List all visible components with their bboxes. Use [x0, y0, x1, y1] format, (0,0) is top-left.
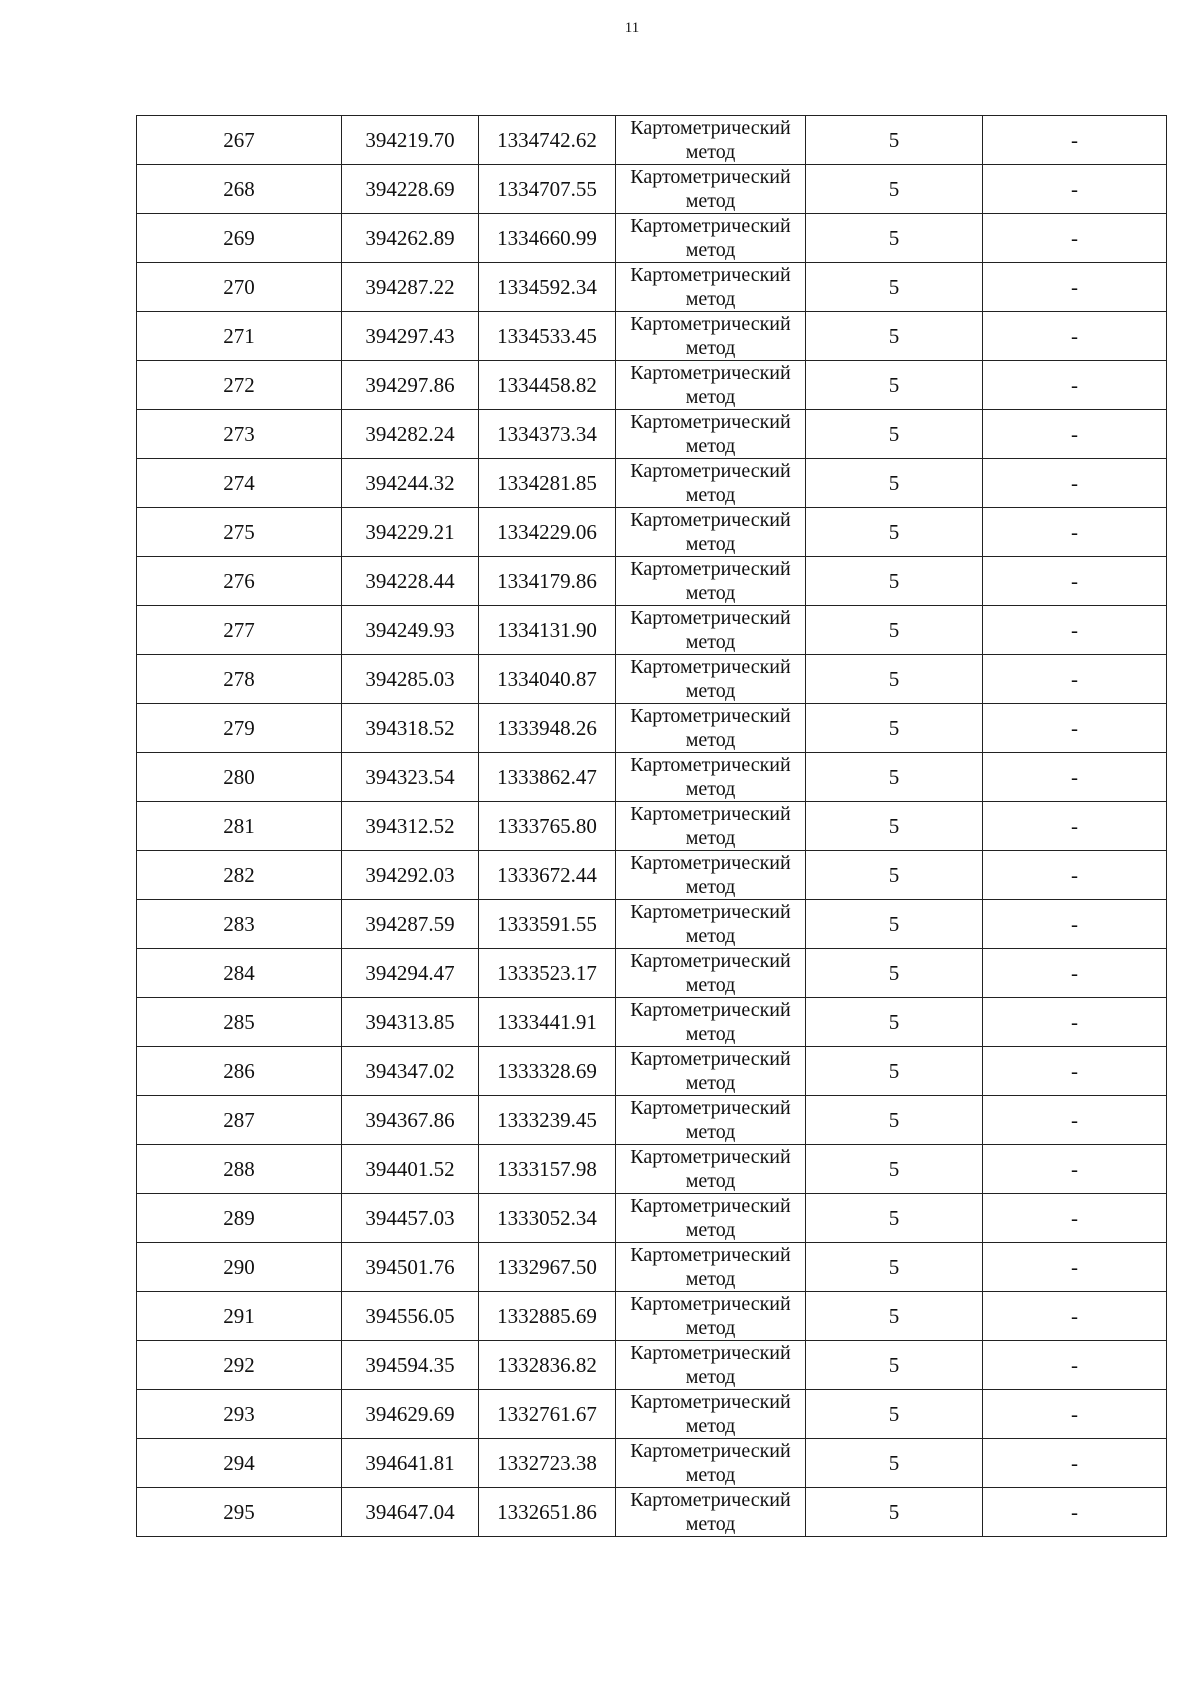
accuracy-cell: 5 — [806, 655, 983, 704]
y-coordinate-cell: 1333948.26 — [479, 704, 616, 753]
table-row — [137, 655, 1167, 704]
point-number-cell: 281 — [137, 802, 342, 851]
point-number-cell: 294 — [137, 1439, 342, 1488]
coordinates-table — [136, 115, 1167, 1537]
note-cell: - — [983, 410, 1167, 459]
note-cell: - — [983, 116, 1167, 165]
table-row — [137, 459, 1167, 508]
point-number-cell: 279 — [137, 704, 342, 753]
y-coordinate-cell: 1332836.82 — [479, 1341, 616, 1390]
note-cell: - — [983, 1047, 1167, 1096]
y-coordinate-cell: 1333328.69 — [479, 1047, 616, 1096]
method-cell: Картометрический метод — [616, 1194, 806, 1243]
point-number-cell: 277 — [137, 606, 342, 655]
y-coordinate-cell: 1332885.69 — [479, 1292, 616, 1341]
method-cell: Картометрический метод — [616, 1145, 806, 1194]
accuracy-cell: 5 — [806, 1047, 983, 1096]
y-coordinate-cell: 1332967.50 — [479, 1243, 616, 1292]
method-cell: Картометрический метод — [616, 459, 806, 508]
method-cell: Картометрический метод — [616, 900, 806, 949]
method-cell: Картометрический метод — [616, 851, 806, 900]
point-number-cell: 290 — [137, 1243, 342, 1292]
point-number-cell: 268 — [137, 165, 342, 214]
x-coordinate-cell: 394297.86 — [342, 361, 479, 410]
x-coordinate-cell: 394501.76 — [342, 1243, 479, 1292]
x-coordinate-cell: 394287.22 — [342, 263, 479, 312]
y-coordinate-cell: 1334533.45 — [479, 312, 616, 361]
accuracy-cell: 5 — [806, 704, 983, 753]
accuracy-cell: 5 — [806, 1341, 983, 1390]
y-coordinate-cell: 1334458.82 — [479, 361, 616, 410]
note-cell: - — [983, 1145, 1167, 1194]
table-row — [137, 116, 1167, 165]
point-number-cell: 282 — [137, 851, 342, 900]
note-cell: - — [983, 606, 1167, 655]
accuracy-cell: 5 — [806, 116, 983, 165]
accuracy-cell: 5 — [806, 1488, 983, 1537]
y-coordinate-cell: 1334281.85 — [479, 459, 616, 508]
accuracy-cell: 5 — [806, 1292, 983, 1341]
point-number-cell: 269 — [137, 214, 342, 263]
x-coordinate-cell: 394228.44 — [342, 557, 479, 606]
y-coordinate-cell: 1334660.99 — [479, 214, 616, 263]
method-cell: Картометрический метод — [616, 802, 806, 851]
accuracy-cell: 5 — [806, 508, 983, 557]
method-cell: Картометрический метод — [616, 1390, 806, 1439]
note-cell: - — [983, 851, 1167, 900]
method-cell: Картометрический метод — [616, 165, 806, 214]
point-number-cell: 291 — [137, 1292, 342, 1341]
note-cell: - — [983, 361, 1167, 410]
note-cell: - — [983, 214, 1167, 263]
x-coordinate-cell: 394313.85 — [342, 998, 479, 1047]
table-row — [137, 410, 1167, 459]
y-coordinate-cell: 1333765.80 — [479, 802, 616, 851]
y-coordinate-cell: 1332723.38 — [479, 1439, 616, 1488]
table-row — [137, 1047, 1167, 1096]
point-number-cell: 272 — [137, 361, 342, 410]
note-cell: - — [983, 263, 1167, 312]
point-number-cell: 275 — [137, 508, 342, 557]
method-cell: Картометрический метод — [616, 116, 806, 165]
point-number-cell: 284 — [137, 949, 342, 998]
table-row — [137, 949, 1167, 998]
y-coordinate-cell: 1334179.86 — [479, 557, 616, 606]
table-row — [137, 753, 1167, 802]
accuracy-cell: 5 — [806, 410, 983, 459]
method-cell: Картометрический метод — [616, 1439, 806, 1488]
note-cell: - — [983, 704, 1167, 753]
x-coordinate-cell: 394292.03 — [342, 851, 479, 900]
method-cell: Картометрический метод — [616, 949, 806, 998]
table-row — [137, 802, 1167, 851]
point-number-cell: 286 — [137, 1047, 342, 1096]
y-coordinate-cell: 1333441.91 — [479, 998, 616, 1047]
x-coordinate-cell: 394647.04 — [342, 1488, 479, 1537]
table-row — [137, 1096, 1167, 1145]
y-coordinate-cell: 1334742.62 — [479, 116, 616, 165]
table-row — [137, 1194, 1167, 1243]
point-number-cell: 283 — [137, 900, 342, 949]
y-coordinate-cell: 1334707.55 — [479, 165, 616, 214]
x-coordinate-cell: 394297.43 — [342, 312, 479, 361]
y-coordinate-cell: 1333591.55 — [479, 900, 616, 949]
y-coordinate-cell: 1333239.45 — [479, 1096, 616, 1145]
accuracy-cell: 5 — [806, 459, 983, 508]
method-cell: Картометрический метод — [616, 214, 806, 263]
accuracy-cell: 5 — [806, 753, 983, 802]
point-number-cell: 288 — [137, 1145, 342, 1194]
note-cell: - — [983, 1194, 1167, 1243]
y-coordinate-cell: 1333052.34 — [479, 1194, 616, 1243]
method-cell: Картометрический метод — [616, 410, 806, 459]
y-coordinate-cell: 1332761.67 — [479, 1390, 616, 1439]
coordinates-table-body — [137, 116, 1167, 1537]
accuracy-cell: 5 — [806, 263, 983, 312]
note-cell: - — [983, 949, 1167, 998]
accuracy-cell: 5 — [806, 1439, 983, 1488]
x-coordinate-cell: 394287.59 — [342, 900, 479, 949]
x-coordinate-cell: 394318.52 — [342, 704, 479, 753]
point-number-cell: 292 — [137, 1341, 342, 1390]
x-coordinate-cell: 394262.89 — [342, 214, 479, 263]
accuracy-cell: 5 — [806, 214, 983, 263]
note-cell: - — [983, 1243, 1167, 1292]
accuracy-cell: 5 — [806, 1096, 983, 1145]
accuracy-cell: 5 — [806, 998, 983, 1047]
x-coordinate-cell: 394457.03 — [342, 1194, 479, 1243]
y-coordinate-cell: 1332651.86 — [479, 1488, 616, 1537]
x-coordinate-cell: 394323.54 — [342, 753, 479, 802]
table-row — [137, 557, 1167, 606]
x-coordinate-cell: 394229.21 — [342, 508, 479, 557]
method-cell: Картометрический метод — [616, 312, 806, 361]
table-row — [137, 1390, 1167, 1439]
note-cell: - — [983, 1341, 1167, 1390]
note-cell: - — [983, 1439, 1167, 1488]
point-number-cell: 289 — [137, 1194, 342, 1243]
x-coordinate-cell: 394219.70 — [342, 116, 479, 165]
table-row — [137, 606, 1167, 655]
method-cell: Картометрический метод — [616, 655, 806, 704]
note-cell: - — [983, 655, 1167, 704]
accuracy-cell: 5 — [806, 361, 983, 410]
y-coordinate-cell: 1334040.87 — [479, 655, 616, 704]
table-row — [137, 704, 1167, 753]
page-number: 11 — [624, 20, 640, 36]
y-coordinate-cell: 1334229.06 — [479, 508, 616, 557]
accuracy-cell: 5 — [806, 851, 983, 900]
table-row — [137, 312, 1167, 361]
table-row — [137, 1292, 1167, 1341]
table-row — [137, 214, 1167, 263]
x-coordinate-cell: 394282.24 — [342, 410, 479, 459]
point-number-cell: 278 — [137, 655, 342, 704]
x-coordinate-cell: 394641.81 — [342, 1439, 479, 1488]
note-cell: - — [983, 165, 1167, 214]
x-coordinate-cell: 394249.93 — [342, 606, 479, 655]
point-number-cell: 271 — [137, 312, 342, 361]
table-row — [137, 1145, 1167, 1194]
accuracy-cell: 5 — [806, 165, 983, 214]
method-cell: Картометрический метод — [616, 1341, 806, 1390]
accuracy-cell: 5 — [806, 1194, 983, 1243]
method-cell: Картометрический метод — [616, 998, 806, 1047]
table-row — [137, 165, 1167, 214]
method-cell: Картометрический метод — [616, 704, 806, 753]
note-cell: - — [983, 508, 1167, 557]
table-row — [137, 263, 1167, 312]
method-cell: Картометрический метод — [616, 1292, 806, 1341]
point-number-cell: 274 — [137, 459, 342, 508]
table-row — [137, 998, 1167, 1047]
table-row — [137, 508, 1167, 557]
table-row — [137, 1341, 1167, 1390]
method-cell: Картометрический метод — [616, 1096, 806, 1145]
note-cell: - — [983, 1488, 1167, 1537]
point-number-cell: 270 — [137, 263, 342, 312]
method-cell: Картометрический метод — [616, 1047, 806, 1096]
method-cell: Картометрический метод — [616, 606, 806, 655]
point-number-cell: 280 — [137, 753, 342, 802]
y-coordinate-cell: 1333672.44 — [479, 851, 616, 900]
point-number-cell: 267 — [137, 116, 342, 165]
note-cell: - — [983, 802, 1167, 851]
note-cell: - — [983, 1096, 1167, 1145]
table-row — [137, 1439, 1167, 1488]
note-cell: - — [983, 753, 1167, 802]
y-coordinate-cell: 1333157.98 — [479, 1145, 616, 1194]
y-coordinate-cell: 1333862.47 — [479, 753, 616, 802]
accuracy-cell: 5 — [806, 1390, 983, 1439]
table-row — [137, 900, 1167, 949]
method-cell: Картометрический метод — [616, 1488, 806, 1537]
method-cell: Картометрический метод — [616, 753, 806, 802]
point-number-cell: 276 — [137, 557, 342, 606]
note-cell: - — [983, 998, 1167, 1047]
point-number-cell: 285 — [137, 998, 342, 1047]
note-cell: - — [983, 1390, 1167, 1439]
x-coordinate-cell: 394629.69 — [342, 1390, 479, 1439]
method-cell: Картометрический метод — [616, 557, 806, 606]
y-coordinate-cell: 1334592.34 — [479, 263, 616, 312]
method-cell: Картометрический метод — [616, 508, 806, 557]
method-cell: Картометрический метод — [616, 1243, 806, 1292]
note-cell: - — [983, 900, 1167, 949]
x-coordinate-cell: 394244.32 — [342, 459, 479, 508]
y-coordinate-cell: 1334131.90 — [479, 606, 616, 655]
accuracy-cell: 5 — [806, 312, 983, 361]
method-cell: Картометрический метод — [616, 263, 806, 312]
point-number-cell: 273 — [137, 410, 342, 459]
x-coordinate-cell: 394401.52 — [342, 1145, 479, 1194]
note-cell: - — [983, 312, 1167, 361]
note-cell: - — [983, 557, 1167, 606]
point-number-cell: 295 — [137, 1488, 342, 1537]
table-row — [137, 851, 1167, 900]
y-coordinate-cell: 1334373.34 — [479, 410, 616, 459]
accuracy-cell: 5 — [806, 557, 983, 606]
x-coordinate-cell: 394228.69 — [342, 165, 479, 214]
point-number-cell: 287 — [137, 1096, 342, 1145]
accuracy-cell: 5 — [806, 949, 983, 998]
x-coordinate-cell: 394347.02 — [342, 1047, 479, 1096]
x-coordinate-cell: 394285.03 — [342, 655, 479, 704]
note-cell: - — [983, 1292, 1167, 1341]
accuracy-cell: 5 — [806, 1243, 983, 1292]
table-row — [137, 1488, 1167, 1537]
table-row — [137, 1243, 1167, 1292]
accuracy-cell: 5 — [806, 1145, 983, 1194]
x-coordinate-cell: 394312.52 — [342, 802, 479, 851]
note-cell: - — [983, 459, 1167, 508]
point-number-cell: 293 — [137, 1390, 342, 1439]
x-coordinate-cell: 394594.35 — [342, 1341, 479, 1390]
x-coordinate-cell: 394556.05 — [342, 1292, 479, 1341]
method-cell: Картометрический метод — [616, 361, 806, 410]
x-coordinate-cell: 394367.86 — [342, 1096, 479, 1145]
x-coordinate-cell: 394294.47 — [342, 949, 479, 998]
y-coordinate-cell: 1333523.17 — [479, 949, 616, 998]
table-row — [137, 361, 1167, 410]
accuracy-cell: 5 — [806, 802, 983, 851]
accuracy-cell: 5 — [806, 900, 983, 949]
accuracy-cell: 5 — [806, 606, 983, 655]
